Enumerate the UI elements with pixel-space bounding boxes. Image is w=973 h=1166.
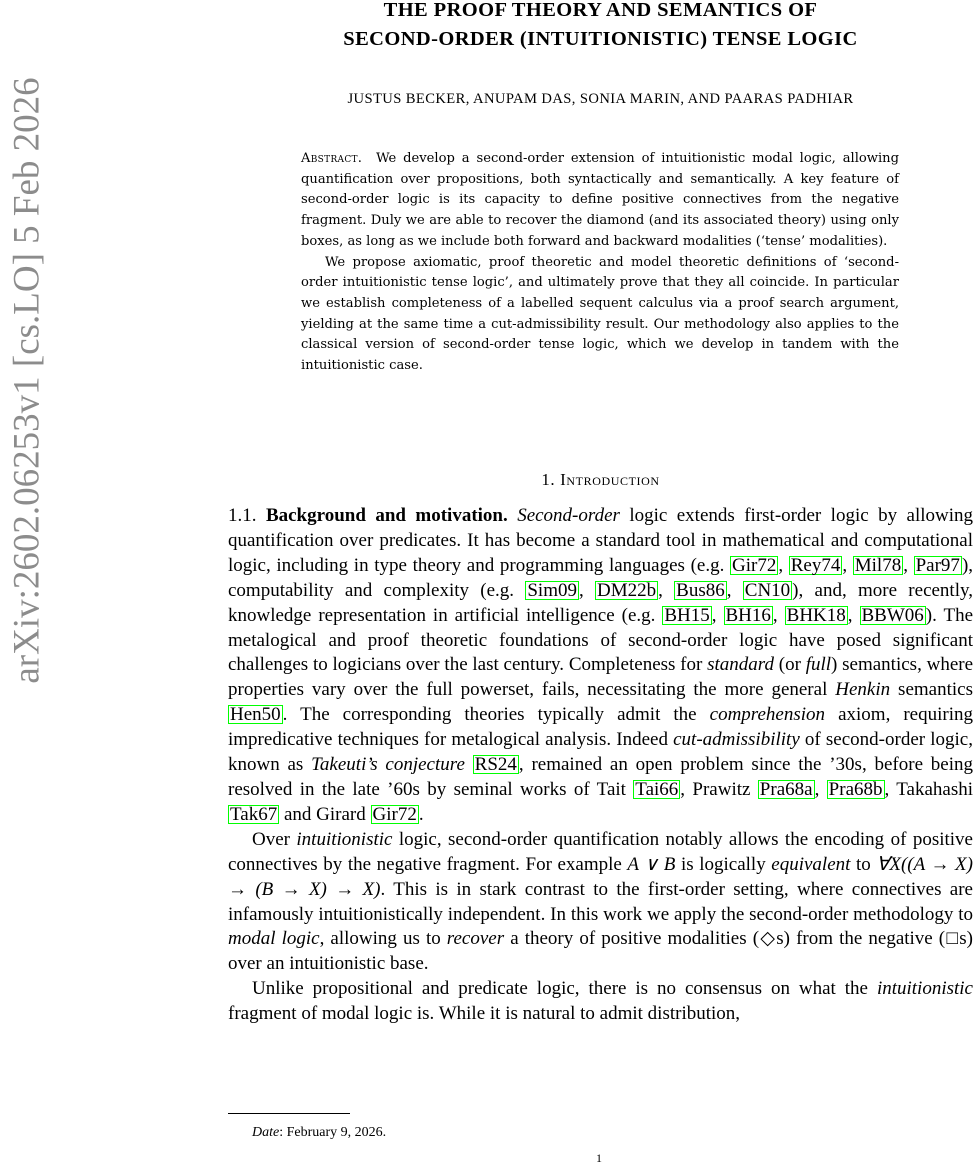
- text-run: Unlike propositional and predicate logic, there is no consensus on what the: [252, 978, 877, 999]
- citation-link[interactable]: Tak67: [228, 805, 279, 824]
- text-run: ,: [848, 605, 860, 626]
- text-run: ,: [778, 555, 788, 576]
- citation-link[interactable]: RS24: [473, 755, 519, 774]
- citation-link[interactable]: Sim09: [525, 581, 579, 600]
- abstract-heading: Abstract.: [301, 151, 362, 166]
- text-run: of second-order logic, known as: [228, 729, 973, 775]
- text-run: ,: [712, 605, 724, 626]
- text-run: logic, second-order quantification notably allows the encoding of positive connectives by the negative fragment. For example: [228, 829, 973, 875]
- date-footnote: [252, 1125, 386, 1141]
- text-run: full: [806, 654, 831, 675]
- abstract-paragraph-1: [301, 149, 899, 253]
- text-run: comprehension: [710, 704, 825, 725]
- citation-link[interactable]: Gir72: [730, 556, 778, 575]
- text-run: ,: [815, 779, 827, 800]
- section-number: 1.: [541, 470, 555, 489]
- page-number: 1: [0, 1151, 973, 1166]
- paragraph-3: [228, 977, 973, 1027]
- text-run: ), computability and complexity (e.g.: [228, 555, 973, 601]
- arxiv-stamp-text: arXiv:2602.06253v1 [cs.LO] 5 Feb 2026: [6, 77, 49, 683]
- footnote-rule: [228, 1113, 350, 1114]
- text-run: ). The metalogical and proof theoretic foundations of second-order logic have posed significant challenges to logicians over the last century. Completeness for: [228, 605, 973, 676]
- citation-link[interactable]: BHK18: [785, 606, 848, 625]
- text-run: ,: [727, 580, 743, 601]
- subsection-title: Background and motivation.: [266, 505, 508, 526]
- citation-link[interactable]: BH16: [724, 606, 773, 625]
- text-run: axiom, requiring impredicative techniques for metalogical analysis. Indeed: [228, 704, 973, 750]
- text-run: is logically: [675, 854, 771, 875]
- text-run: intuitionistic: [296, 829, 392, 850]
- citation-link[interactable]: Pra68a: [758, 780, 815, 799]
- text-run: recover: [447, 928, 504, 949]
- footnote-label: Date: [252, 1125, 279, 1140]
- paragraph-2: [228, 828, 973, 977]
- citation-link[interactable]: Bus86: [674, 581, 727, 600]
- text-run: [465, 754, 473, 775]
- citation-link[interactable]: CN10: [743, 581, 792, 600]
- arxiv-identifier-stamp: [0, 60, 54, 700]
- abstract-text-1: We develop a second-order extension of intuitionistic modal logic, allowing quantification over propositions, both syntactically and semantically. A key feature of second-order logic is its capacity to define positive connectives from the negative fragment. Duly we are able to recover the diamond (and its associated theory) using only boxes, as long as we include both forward and backward modalities (‘tense’ modalities).: [301, 151, 899, 249]
- paper-title: [228, 0, 973, 54]
- text-run: ,: [903, 555, 913, 576]
- citation-link[interactable]: BH15: [662, 606, 711, 625]
- text-run: intuitionistic: [877, 978, 973, 999]
- citation-link[interactable]: Gir72: [371, 805, 419, 824]
- footnote-text: : February 9, 2026.: [279, 1125, 386, 1140]
- main-text: [228, 504, 973, 1027]
- paragraph-1: [228, 504, 973, 828]
- text-run: Henkin: [835, 679, 890, 700]
- text-run: . This is in stark contrast to the first-order setting, where connectives are infamously intuitionistically independent. In this work we apply the second-order methodology to: [228, 879, 973, 925]
- text-run: ) semantics, where properties vary over the full powerset, fails, necessitating the more general: [228, 654, 973, 700]
- text-run: ,: [658, 580, 674, 601]
- text-run: . The corresponding theories typically admit the: [283, 704, 710, 725]
- text-run: ), and, more recently, knowledge representation in artificial intelligence (e.g.: [228, 580, 973, 626]
- paper-title-line-1: THE PROOF THEORY AND SEMANTICS OF: [228, 0, 973, 25]
- text-run: equivalent: [771, 854, 850, 875]
- text-run: and Girard: [279, 804, 370, 825]
- citation-link[interactable]: Par97: [914, 556, 962, 575]
- text-run: semantics: [890, 679, 973, 700]
- text-run: , Prawitz: [680, 779, 758, 800]
- text-run: a theory of positive modalities (◇s) from the negative (□s) over an intuitionistic base.: [228, 928, 973, 974]
- text-run: Second-order: [517, 505, 620, 526]
- citation-link[interactable]: Mil78: [853, 556, 903, 575]
- math-formula: ∀X((A → X) → (B → X) → X): [228, 854, 973, 900]
- citation-link[interactable]: DM22b: [595, 581, 658, 600]
- abstract: [301, 149, 899, 377]
- text-run: , remained an open problem since the ’30s, before being resolved in the late ’60s by seminal works of Tait: [228, 754, 973, 800]
- text-run: modal logic: [228, 928, 320, 949]
- author-list: JUSTUS BECKER, ANUPAM DAS, SONIA MARIN, AND PAARAS PADHIAR: [228, 91, 973, 108]
- text-run: logic extends first-order logic by allowing quantification over predicates. It has become a standard tool in mathematical and computational logic, including in type theory and programming languages (e.g.: [228, 505, 973, 576]
- citation-link[interactable]: Tai66: [633, 780, 680, 799]
- subsection-number: 1.1.: [228, 505, 257, 526]
- text-run: cut-admissibility: [673, 729, 800, 750]
- paper-title-line-2: SECOND-ORDER (INTUITIONISTIC) TENSE LOGIC: [228, 25, 973, 54]
- text-run: to: [850, 854, 876, 875]
- citation-link[interactable]: BBW06: [860, 606, 926, 625]
- text-run: Takeuti’s conjecture: [311, 754, 465, 775]
- text-run: ,: [579, 580, 595, 601]
- math-formula: A ∨ B: [627, 854, 675, 875]
- text-run: standard: [707, 654, 774, 675]
- section-title: Introduction: [560, 470, 660, 489]
- text-run: Over: [252, 829, 296, 850]
- text-run: ,: [842, 555, 852, 576]
- text-run: (or: [774, 654, 806, 675]
- text-run: .: [419, 804, 424, 825]
- citation-link[interactable]: Pra68b: [827, 780, 885, 799]
- citation-link[interactable]: Rey74: [789, 556, 843, 575]
- citation-link[interactable]: Hen50: [228, 705, 283, 724]
- text-run: , allowing us to: [320, 928, 447, 949]
- text-run: fragment of modal logic is. While it is natural to admit distribution,: [228, 1003, 740, 1024]
- text-run: , Takahashi: [885, 779, 973, 800]
- section-heading: [228, 470, 973, 490]
- abstract-paragraph-2: We propose axiomatic, proof theoretic and model theoretic definitions of ‘second-order intuitionistic tense logic’, and ultimately prove that they all coincide. In particular we establish completeness of a labelled sequent calculus via a proof search argument, yielding at the same time a cut-admissibility result. Our methodology also applies to the classical version of second-order tense logic, which we develop in tandem with the intuitionistic case.: [301, 253, 899, 377]
- text-run: ,: [773, 605, 785, 626]
